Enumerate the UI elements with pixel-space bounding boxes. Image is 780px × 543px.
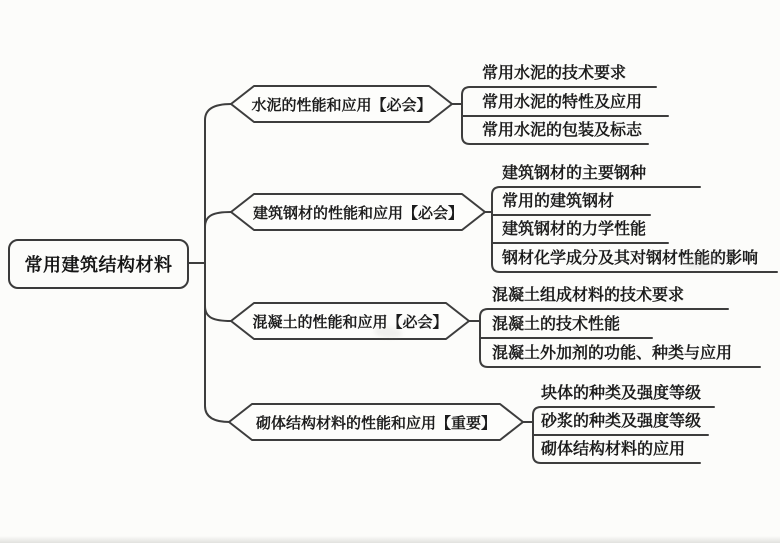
root-node bbox=[8, 239, 189, 289]
branch-node-concrete: 混凝土的性能和应用【必会】 bbox=[252, 313, 448, 331]
trunk-line bbox=[205, 104, 231, 422]
leaf-node: 钢材化学成分及其对钢材性能的影响 bbox=[502, 250, 759, 267]
leaf-node: 常用水泥的特性及应用 bbox=[482, 94, 643, 111]
branch-2-connector-line bbox=[205, 212, 231, 227]
leaf-node: 混凝土外加剂的功能、种类与应用 bbox=[492, 345, 733, 362]
leaf-node: 砌体结构材料的应用 bbox=[541, 441, 686, 458]
branch-node-steel: 建筑钢材的性能和应用【必会】 bbox=[252, 204, 463, 222]
branch-node-masonry: 砌体结构材料的性能和应用【重要】 bbox=[255, 414, 496, 432]
scan-edge-shading bbox=[0, 536, 780, 543]
leaf-node: 混凝土的技术性能 bbox=[492, 316, 621, 333]
leaf-node: 建筑钢材的主要钢种 bbox=[502, 165, 647, 182]
root-node-label: 常用建筑结构材料 bbox=[24, 255, 173, 275]
leaf-node: 砂浆的种类及强度等级 bbox=[541, 413, 702, 430]
leaf-node: 常用的建筑钢材 bbox=[502, 193, 615, 210]
leaf-node: 常用水泥的技术要求 bbox=[482, 65, 627, 82]
branch-3-connector-line bbox=[205, 306, 231, 321]
leaf-node: 常用水泥的包装及标志 bbox=[482, 122, 643, 139]
leaf-node: 建筑钢材的力学性能 bbox=[502, 221, 647, 238]
branch-node-cement: 水泥的性能和应用【必会】 bbox=[251, 96, 432, 114]
leaf-node: 混凝土组成材料的技术要求 bbox=[492, 287, 685, 304]
leaf-node: 块体的种类及强度等级 bbox=[541, 385, 702, 402]
